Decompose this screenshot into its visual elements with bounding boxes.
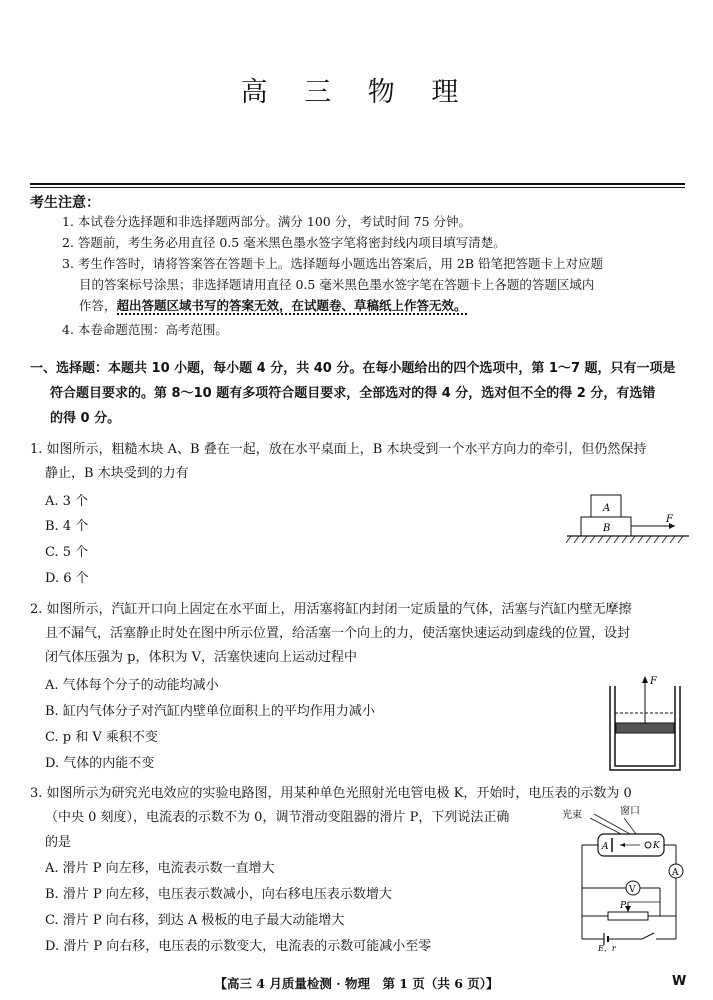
notice-item-1: 1. 本试卷分选择题和非选择题两部分。满分 100 分，考试时间 75 分钟。 xyxy=(62,214,472,229)
q2-option-d: D. 气体的内能不变 xyxy=(45,756,155,771)
q3-switch xyxy=(642,933,654,939)
q2-stem-2: 且不漏气，活塞静止时处在图中所示位置，给活塞一个向上的力，使活塞快速运动到虚线的位置，设封 xyxy=(45,626,631,641)
section-line-2: 符合题目要求的。第 8～10 题有多项符合题目要求，全部选对的得 4 分，选对但不全的得 2 分，有选错 xyxy=(50,386,656,401)
page-footer: 【高三 4 月质量检测 · 物理 第 1 页（共 6 页）】 xyxy=(214,976,499,991)
q3-label-light: 光束 xyxy=(562,810,582,821)
q3-label-slider: P xyxy=(620,901,627,911)
q3-stem-2: （中央 0 刻度），电流表的示数不为 0，调节滑动变阻器的滑片 P，下列说法正确 xyxy=(45,810,510,825)
notice-item-3: 3. 考生作答时，请将答案答在答题卡上。选择题每小题选出答案后，用 2B 铅笔把答题卡上对应题 xyxy=(62,256,603,271)
q3-label-ammeter: A xyxy=(672,868,679,878)
q1-label-b: B xyxy=(603,523,611,534)
q2-figure xyxy=(605,672,685,772)
q3-figure xyxy=(560,804,690,952)
q1-option-a: A. 3 个 xyxy=(45,494,89,509)
notice-item-4: 4. 本卷命题范围：高考范围。 xyxy=(62,322,228,337)
section-line-1: 一、选择题：本题共 10 小题，每小题 4 分，共 40 分。在每小题给出的四个选项中，第 1～7 题，只有一项是 xyxy=(30,361,676,376)
q1-option-d: D. 6 个 xyxy=(45,571,89,586)
q1-stem-1: 1. 如图所示，粗糙木块 A、B 叠在一起，放在水平桌面上，B 木块受到一个水平方向力的牵引，但仍然保持 xyxy=(30,442,647,457)
q1-stem-2: 静止，B 木块受到的力有 xyxy=(45,466,189,481)
q3-option-c: C. 滑片 P 向右移，到达 A 极板的电子最大动能增大 xyxy=(45,913,345,928)
section-line-3: 的得 0 分。 xyxy=(50,411,121,426)
q1-option-c: C. 5 个 xyxy=(45,545,89,560)
q1-figure xyxy=(563,490,693,552)
q2-option-a: A. 气体每个分子的动能均减小 xyxy=(45,678,219,693)
q3-stem-3: 的是 xyxy=(45,835,72,850)
q3-label-window: 窗口 xyxy=(620,806,640,817)
watermark-letter: W xyxy=(672,974,687,989)
q1-option-b: B. 4 个 xyxy=(45,519,89,534)
notice-heading: 考生注意： xyxy=(30,195,100,211)
q1-label-f: F xyxy=(666,514,673,525)
q3-option-a: A. 滑片 P 向左移，电流表示数一直增大 xyxy=(45,861,275,876)
notice-item-3-cont: 目的答案标号涂黑；非选择题请用直径 0.5 毫米黑色墨水签字笔在答题卡上各题的答题区域内 xyxy=(79,277,595,292)
q1-ground-hatch xyxy=(566,536,683,543)
q2-stem-3: 闭气体压强为 p，体积为 V，活塞快速向上运动过程中 xyxy=(45,650,357,665)
q3-label-cathode: K xyxy=(653,841,660,851)
q3-label-voltmeter: V xyxy=(629,885,636,895)
page-title: 高 三 物 理 xyxy=(240,77,473,108)
q3-label-anode: A xyxy=(602,842,609,852)
q2-option-c: C. p 和 V 乘积不变 xyxy=(45,730,158,745)
q2-stem-1: 2. 如图所示，汽缸开口向上固定在水平面上，用活塞将缸内封闭一定质量的气体，活塞与汽缸内壁无摩擦 xyxy=(30,602,632,617)
q3-option-b: B. 滑片 P 向左移，电压表示数减小，向右移电压表示数增大 xyxy=(45,887,392,902)
q3-option-d: D. 滑片 P 向右移，电压表的示数变大，电流表的示数可能减小至零 xyxy=(45,939,432,954)
q2-piston xyxy=(616,723,674,733)
q3-rheostat xyxy=(608,912,648,920)
notice-emphasis: 超出答题区域书写的答案无效，在试题卷、草稿纸上作答无效。 xyxy=(116,298,467,313)
notice-item-3-end xyxy=(79,295,467,316)
header-rule-thick xyxy=(30,183,685,185)
notice-item-2: 2. 答题前，考生务必用直径 0.5 毫米黑色墨水签字笔将密封线内项目填写清楚。 xyxy=(62,235,506,250)
q2-arrowhead xyxy=(642,676,648,683)
q2-option-b: B. 缸内气体分子对汽缸内壁单位面积上的平均作用力减小 xyxy=(45,704,375,719)
q3-stem-1: 3. 如图所示为研究光电效应的实验电路图，用某种单色光照射光电管电极 K，开始时，电压表的示数为 0 xyxy=(30,786,632,801)
q3-label-battery: E，r xyxy=(598,944,616,952)
q2-label-f: F xyxy=(650,676,657,687)
header-rule-thin xyxy=(30,187,685,188)
section-instructions xyxy=(30,356,690,431)
notice-item-3-end-text: 作答， xyxy=(79,298,117,313)
q1-label-a: A xyxy=(603,503,611,514)
